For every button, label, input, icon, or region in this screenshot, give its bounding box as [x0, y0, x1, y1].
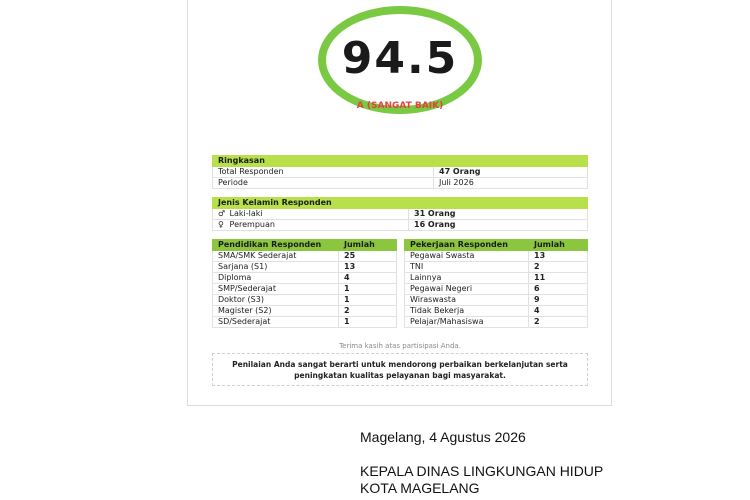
occupation-label: Pelajar/Mahasiswa: [405, 317, 529, 328]
education-label: Doktor (S3): [213, 295, 339, 306]
occupation-label: Tidak Bekerja: [405, 306, 529, 317]
table-row: [213, 178, 588, 189]
education-label: SD/Sederajat: [213, 317, 339, 328]
occupation-label: TNI: [405, 262, 529, 273]
summary-title: Ringkasan: [213, 156, 588, 167]
education-label: SMP/Sederajat: [213, 284, 339, 295]
education-header: Pendidikan Responden: [213, 240, 339, 251]
note-line-1: Penilaian Anda sangat berarti untuk mendorong perbaikan berkelanjutan serta: [232, 360, 568, 369]
signatory-title-2: KOTA MAGELANG: [360, 480, 480, 496]
occupation-count: 2: [529, 262, 588, 273]
female-icon: ♀: [218, 220, 224, 229]
summary-value: 47 Orang: [434, 167, 588, 178]
gender-table: [212, 197, 588, 231]
summary-label: Total Responden: [213, 167, 434, 178]
table-row: [405, 273, 588, 284]
table-row: [213, 295, 397, 306]
occupation-count: 4: [529, 306, 588, 317]
table-row: [405, 284, 588, 295]
gender-label: Perempuan: [229, 220, 275, 229]
education-count: 13: [339, 262, 397, 273]
education-label: SMA/SMK Sederajat: [213, 251, 339, 262]
occupation-count: 13: [529, 251, 588, 262]
summary-value: Juli 2026: [434, 178, 588, 189]
education-label: Diploma: [213, 273, 339, 284]
occupation-label: Pegawai Negeri: [405, 284, 529, 295]
occupation-header: Pekerjaan Responden: [405, 240, 529, 251]
education-count: 4: [339, 273, 397, 284]
table-row: [405, 317, 588, 328]
table-row: [405, 295, 588, 306]
male-icon: ♂: [218, 209, 226, 218]
occupation-label: Wiraswasta: [405, 295, 529, 306]
occupation-label: Lainnya: [405, 273, 529, 284]
table-row: [213, 220, 588, 231]
note-line-2: peningkatan kualitas pelayanan bagi masyarakat.: [294, 371, 506, 380]
table-row: [213, 317, 397, 328]
table-row: [213, 273, 397, 284]
education-count: 2: [339, 306, 397, 317]
occupation-count-header: Jumlah: [529, 240, 588, 251]
occupation-count: 9: [529, 295, 588, 306]
signatory-title-1: KEPALA DINAS LINGKUNGAN HIDUP: [360, 463, 604, 479]
occupation-count: 2: [529, 317, 588, 328]
table-row: [405, 306, 588, 317]
summary-label: Periode: [213, 178, 434, 189]
note-box: [212, 353, 588, 386]
score-grade: A (SANGAT BAIK): [356, 101, 444, 111]
occupation-count: 11: [529, 273, 588, 284]
place-date: Magelang, 4 Agustus 2026: [360, 429, 526, 445]
gender-value: 16 Orang: [409, 220, 588, 231]
table-row: [213, 209, 588, 220]
occupation-table: [404, 239, 588, 328]
score-value: 94.5: [341, 33, 459, 84]
education-count: 1: [339, 317, 397, 328]
table-row: [213, 167, 588, 178]
occupation-label: Pegawai Swasta: [405, 251, 529, 262]
table-row: [213, 262, 397, 273]
gender-title: Jenis Kelamin Responden: [213, 198, 588, 209]
table-row: [213, 284, 397, 295]
gender-value: 31 Orang: [409, 209, 588, 220]
education-count-header: Jumlah: [339, 240, 397, 251]
education-count: 25: [339, 251, 397, 262]
education-count: 1: [339, 295, 397, 306]
occupation-count: 6: [529, 284, 588, 295]
education-label: Magister (S2): [213, 306, 339, 317]
summary-table: [212, 155, 588, 189]
table-row: [405, 251, 588, 262]
education-count: 1: [339, 284, 397, 295]
education-table: [212, 239, 397, 328]
thanks-text: Terima kasih atas partisipasi Anda.: [339, 342, 461, 350]
education-label: Sarjana (S1): [213, 262, 339, 273]
table-row: [213, 306, 397, 317]
table-row: [213, 251, 397, 262]
gender-label: Laki-laki: [229, 209, 263, 218]
table-row: [405, 262, 588, 273]
